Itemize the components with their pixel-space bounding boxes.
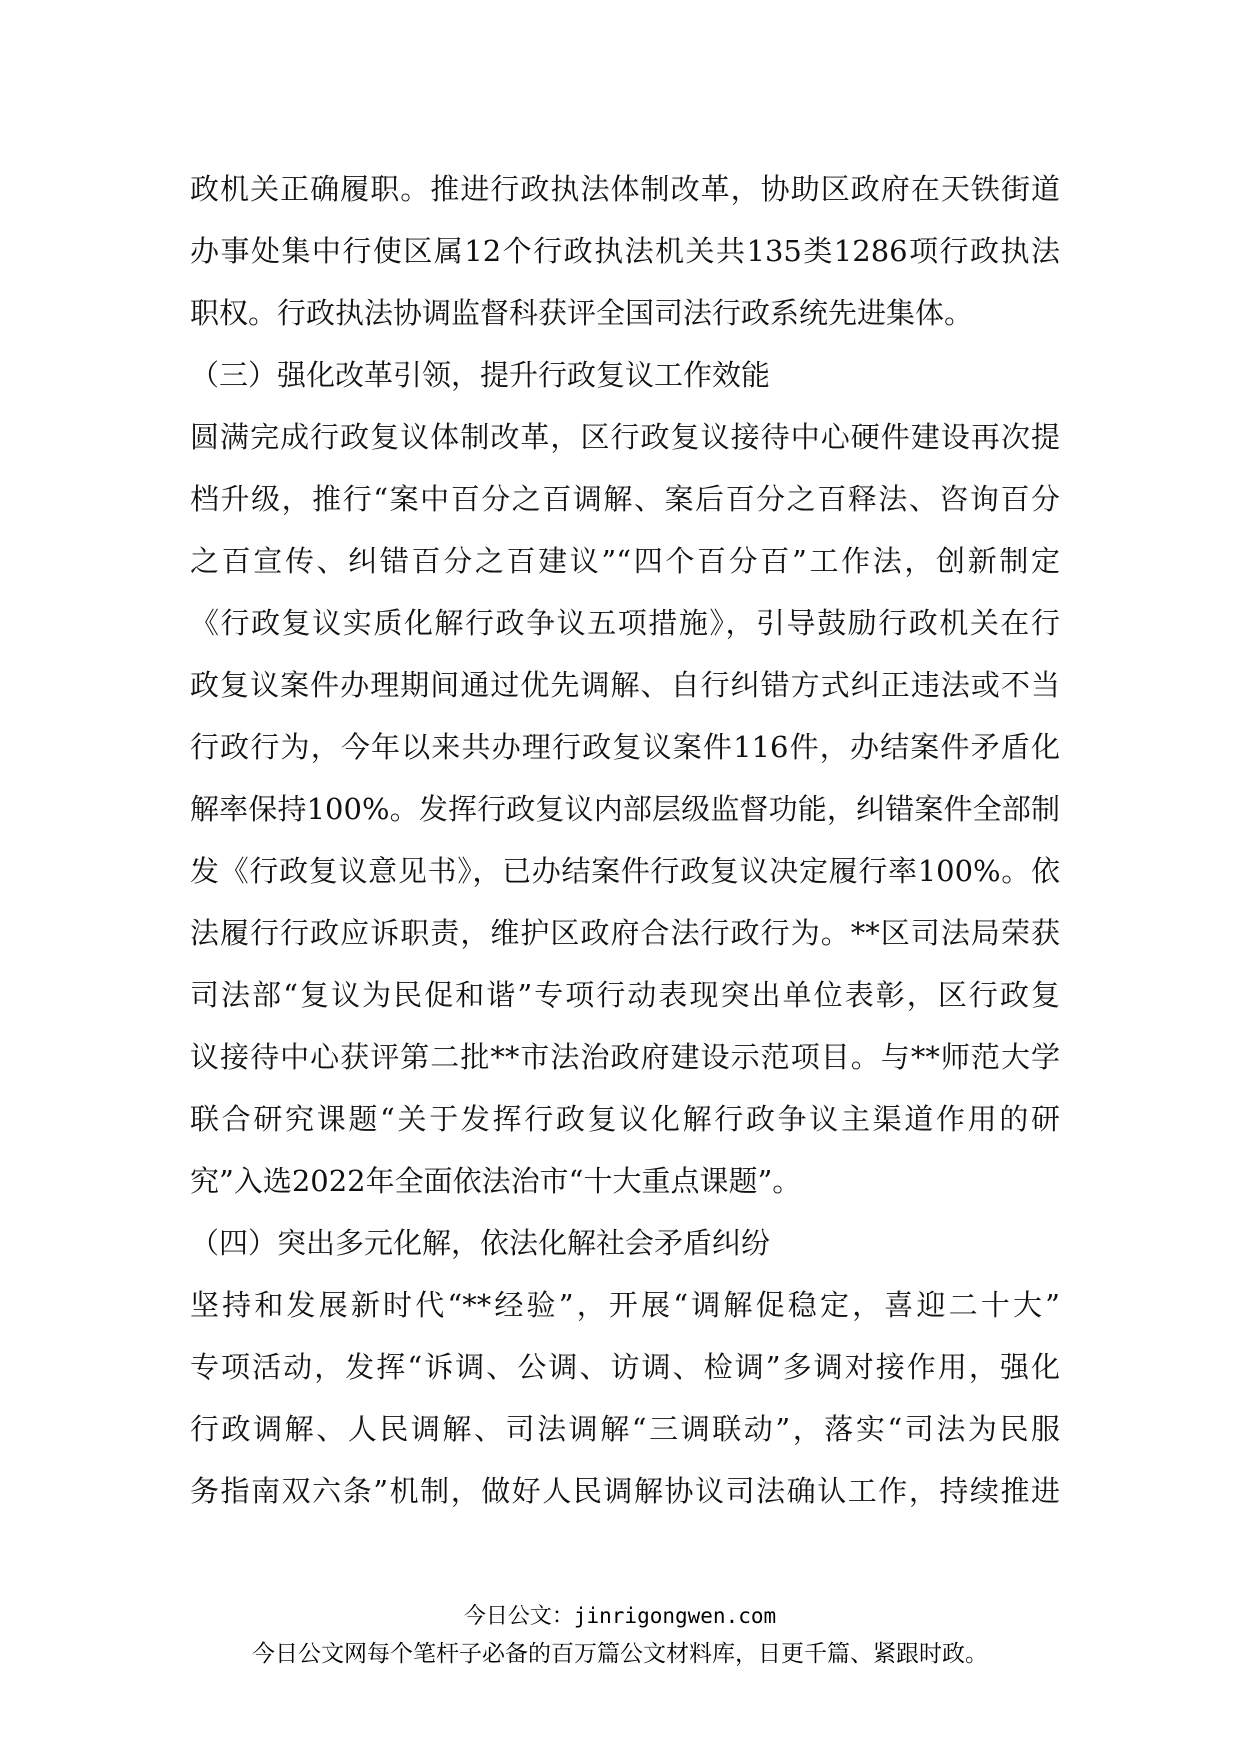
text-line: 司法部“复议为民促和谐”专项行动表现突出单位表彰，区行政复: [190, 978, 1060, 1012]
text-line: 发《行政复议意见书》，已办结案件行政复议决定履行率100%。依: [190, 854, 1060, 888]
text-line: 职权。行政执法协调监督科获评全国司法行政系统先进集体。: [190, 296, 974, 330]
text-line: 圆满完成行政复议体制改革，区行政复议接待中心硬件建设再次提: [190, 420, 1060, 454]
footer-tagline: 今日公文网每个笔杆子必备的百万篇公文材料库，日更千篇、紧跟时政。: [252, 1641, 988, 1667]
text-line: 务指南双六条”机制，做好人民调解协议司法确认工作，持续推进: [190, 1474, 1060, 1508]
footer-site-label: 今日公文：: [463, 1604, 574, 1629]
text-line: 行政行为，今年以来共办理行政复议案件116件，办结案件矛盾化: [190, 730, 1060, 764]
section-heading-4: （四）突出多元化解，依法化解社会矛盾纠纷: [190, 1226, 771, 1260]
text-line: 坚持和发展新时代“**经验”，开展“调解促稳定，喜迎二十大”: [190, 1288, 1060, 1322]
text-line: 政机关正确履职。推进行政执法体制改革，协助区政府在天铁街道: [190, 172, 1060, 206]
text-line: 法履行行政应诉职责，维护区政府合法行政行为。**区司法局荣获: [190, 916, 1060, 950]
text-line: 究”入选2022年全面依法治市“十大重点课题”。: [190, 1164, 802, 1198]
text-line: 政复议案件办理期间通过优先调解、自行纠错方式纠正违法或不当: [190, 668, 1060, 702]
text-line: 《行政复议实质化解行政争议五项措施》，引导鼓励行政机关在行: [190, 606, 1060, 640]
text-line: 办事处集中行使区属12个行政执法机关共135类1286项行政执法: [190, 234, 1060, 268]
text-line: 议接待中心获评第二批**市法治政府建设示范项目。与**师范大学: [190, 1040, 1060, 1074]
footer-site-link[interactable]: jinrigongwen.com: [573, 1604, 777, 1628]
text-line: 行政调解、人民调解、司法调解“三调联动”，落实“司法为民服: [190, 1412, 1060, 1446]
text-line: 联合研究课题“关于发挥行政复议化解行政争议主渠道作用的研: [190, 1102, 1060, 1136]
text-line: 专项活动，发挥“诉调、公调、访调、检调”多调对接作用，强化: [190, 1350, 1060, 1384]
text-line: 解率保持100%。发挥行政复议内部层级监督功能，纠错案件全部制: [190, 792, 1060, 826]
section-heading-3: （三）强化改革引领，提升行政复议工作效能: [190, 358, 771, 392]
text-line: 档升级，推行“案中百分之百调解、案后百分之百释法、咨询百分: [190, 482, 1060, 516]
text-line: 之百宣传、纠错百分之百建议”“四个百分百”工作法，创新制定: [190, 544, 1060, 578]
document-body: [190, 158, 1060, 1522]
footer-site: [0, 1598, 1240, 1635]
